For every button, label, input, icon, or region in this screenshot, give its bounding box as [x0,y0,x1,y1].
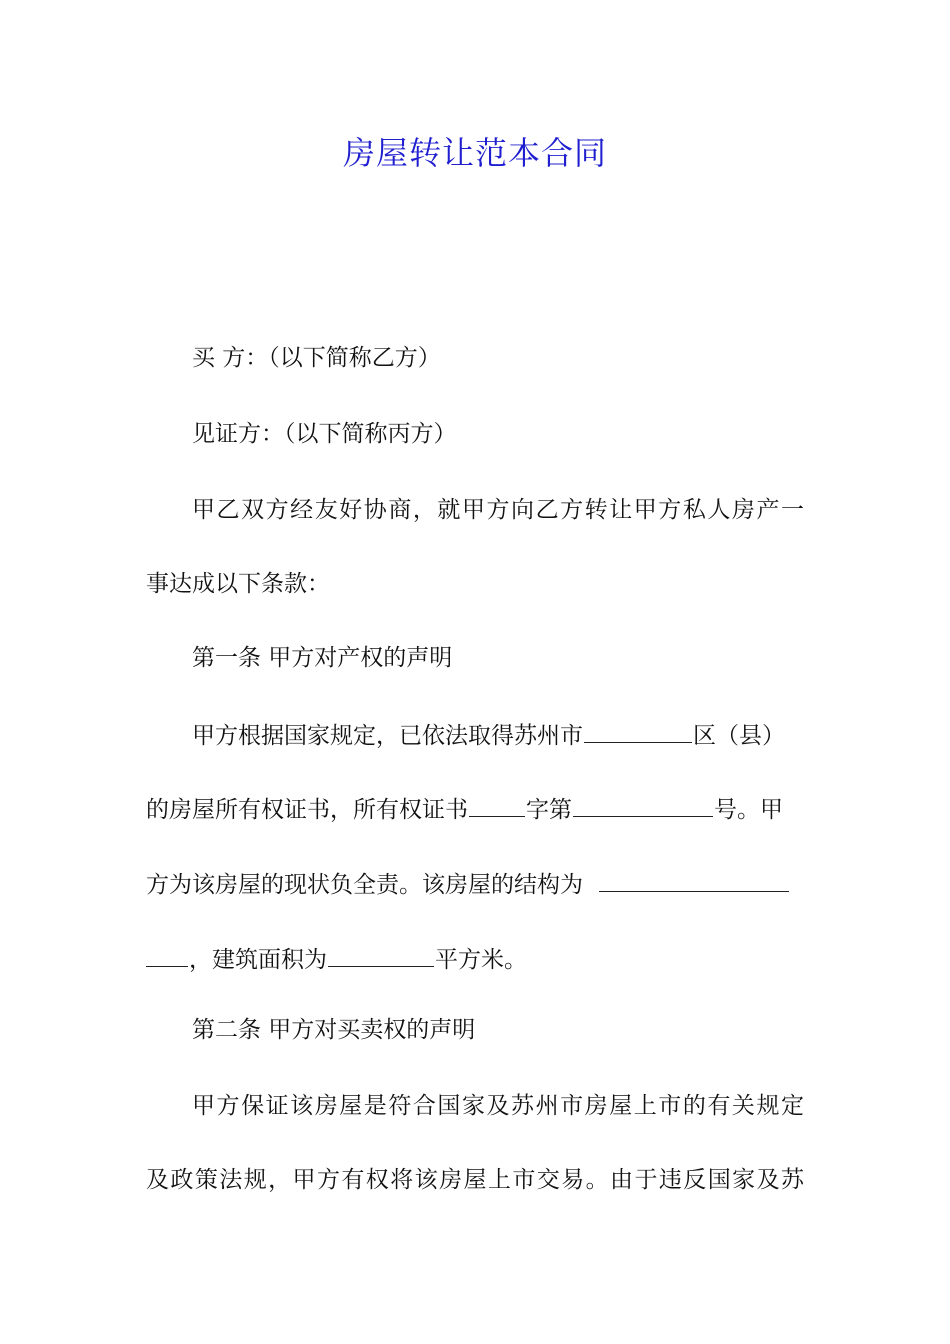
article-2-heading: 第二条 甲方对买卖权的声明 [192,1017,476,1043]
buyer-line: 买 方：（以下简称乙方） [192,345,441,371]
article-1-text: 号。甲 [714,797,783,823]
article-1-heading: 第一条 甲方对产权的声明 [192,645,453,671]
structure-blank-continued [146,936,188,967]
article-1-text: 方为该房屋的现状负全责。该房屋的结构为 [146,872,583,898]
article-1-text: 的房屋所有权证书，所有权证书 [146,797,468,823]
intro-line-2: 事达成以下条款： [146,571,330,597]
article-1-text: 区（县） [693,723,785,749]
certificate-word-blank [469,786,525,817]
area-blank [328,936,434,967]
intro-line-1: 甲乙双方经友好协商，就甲方向乙方转让甲方私人房产一 [192,497,804,523]
article-2-line-2: 及政策法规，甲方有权将该房屋上市交易。由于违反国家及苏 [146,1167,804,1193]
article-1-line-4 [146,936,527,976]
article-1-line-2 [146,786,783,826]
document-title: 房屋转让范本合同 [342,134,607,172]
article-1-text: ，建筑面积为 [189,947,327,973]
witness-line: 见证方：（以下简称丙方） [192,421,457,447]
certificate-number-blank [573,786,713,817]
article-1-line-3 [146,861,790,901]
structure-blank [599,861,789,892]
article-1-text: 字第 [526,797,572,823]
article-1-line-1 [192,712,785,752]
article-1-text: 平方米。 [435,947,527,973]
district-blank [584,712,692,743]
article-2-line-1: 甲方保证该房屋是符合国家及苏州市房屋上市的有关规定 [192,1093,804,1119]
article-1-text: 甲方根据国家规定，已依法取得苏州市 [192,723,583,749]
